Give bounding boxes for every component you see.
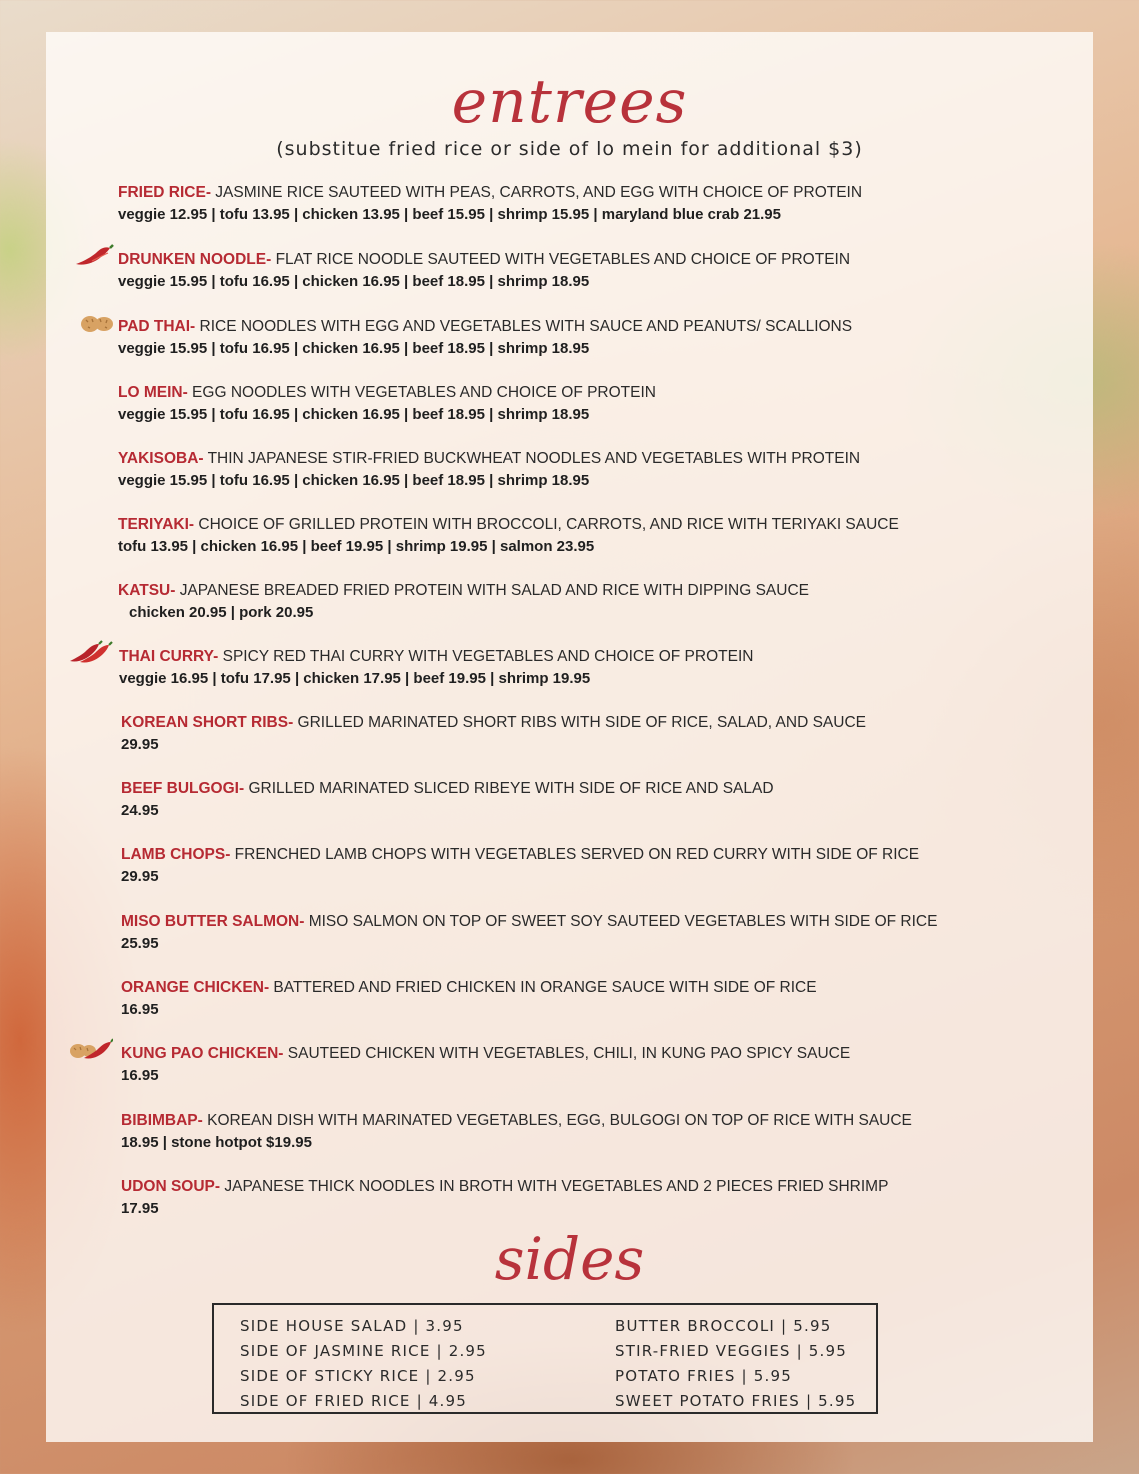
menu-item-description: JASMINE RICE SAUTEED WITH PEAS, CARROTS, AND EGG WITH CHOICE OF PROTEIN bbox=[211, 184, 863, 201]
menu-item-description: BATTERED AND FRIED CHICKEN IN ORANGE SAUCE WITH SIDE OF RICE bbox=[269, 979, 817, 996]
menu-item-prices: 16.95 bbox=[121, 1067, 159, 1084]
menu-item-prices: chicken 20.95 | pork 20.95 bbox=[129, 604, 314, 621]
menu-item-description: MISO SALMON ON TOP OF SWEET SOY SAUTEED VEGETABLES WITH SIDE OF RICE bbox=[304, 913, 938, 930]
menu-item-name: DRUNKEN NOODLE- bbox=[118, 251, 272, 268]
menu-item-prices: veggie 15.95 | tofu 16.95 | chicken 16.95 | beef 18.95 | shrimp 18.95 bbox=[118, 340, 590, 357]
sides-left-column bbox=[240, 1314, 487, 1414]
side-item: BUTTER BROCCOLI | 5.95 bbox=[615, 1317, 832, 1335]
menu-item bbox=[121, 911, 1139, 955]
menu-item-line bbox=[121, 977, 1139, 999]
entrees-header bbox=[46, 67, 1093, 160]
menu-item-description: SPICY RED THAI CURRY WITH VEGETABLES AND CHOICE OF PROTEIN bbox=[218, 648, 754, 665]
menu-item-name: PAD THAI- bbox=[118, 318, 196, 335]
menu-item-name: LO MEIN- bbox=[118, 384, 188, 401]
menu-item-name: BIBIMBAP- bbox=[121, 1112, 203, 1129]
menu-item-name: UDON SOUP- bbox=[121, 1178, 221, 1195]
menu-item-description: GRILLED MARINATED SLICED RIBEYE WITH SIDE OF RICE AND SALAD bbox=[244, 780, 774, 797]
side-item: SIDE OF FRIED RICE | 4.95 bbox=[240, 1392, 467, 1410]
menu-item bbox=[118, 182, 1138, 226]
menu-item-name: TERIYAKI- bbox=[118, 516, 195, 533]
menu-item-name: YAKISOBA- bbox=[118, 450, 204, 467]
peanut-icon bbox=[80, 313, 114, 340]
side-item: POTATO FRIES | 5.95 bbox=[615, 1367, 792, 1385]
menu-item-line bbox=[119, 646, 1139, 668]
menu-panel bbox=[46, 32, 1093, 1442]
menu-item-line bbox=[118, 382, 1138, 404]
menu-item-description: RICE NOODLES WITH EGG AND VEGETABLES WITH SAUCE AND PEANUTS/ SCALLIONS bbox=[195, 318, 853, 335]
menu-item bbox=[118, 316, 1138, 360]
menu-item-line bbox=[118, 249, 1138, 271]
menu-item bbox=[118, 580, 1138, 624]
menu-item-line bbox=[121, 778, 1139, 800]
menu-item-line bbox=[118, 316, 1138, 338]
menu-item-description: KOREAN DISH WITH MARINATED VEGETABLES, EGG, BULGOGI ON TOP OF RICE WITH SAUCE bbox=[202, 1112, 912, 1129]
peanut-chili-icon bbox=[69, 1038, 113, 1069]
side-item: STIR-FRIED VEGGIES | 5.95 bbox=[615, 1342, 848, 1360]
menu-item-name: BEEF BULGOGI- bbox=[121, 780, 245, 797]
menu-item-name: MISO BUTTER SALMON- bbox=[121, 913, 305, 930]
chili-pepper-icon bbox=[74, 243, 114, 274]
menu-item bbox=[118, 249, 1138, 293]
side-item: SWEET POTATO FRIES | 5.95 bbox=[615, 1392, 857, 1410]
menu-item bbox=[119, 646, 1139, 690]
menu-item bbox=[121, 712, 1139, 756]
menu-item bbox=[118, 514, 1138, 558]
menu-item-description: THIN JAPANESE STIR-FRIED BUCKWHEAT NOODLES AND VEGETABLES WITH PROTEIN bbox=[203, 450, 861, 467]
menu-item-line bbox=[121, 712, 1139, 734]
menu-item bbox=[121, 1110, 1139, 1154]
menu-item-name: KUNG PAO CHICKEN- bbox=[121, 1045, 284, 1062]
menu-item-description: FRENCHED LAMB CHOPS WITH VEGETABLES SERVED ON RED CURRY WITH SIDE OF RICE bbox=[230, 846, 920, 863]
side-item: SIDE OF JASMINE RICE | 2.95 bbox=[240, 1342, 487, 1360]
menu-item bbox=[118, 448, 1138, 492]
menu-item-line bbox=[118, 448, 1138, 470]
menu-item-description: JAPANESE THICK NOODLES IN BROTH WITH VEGETABLES AND 2 PIECES FRIED SHRIMP bbox=[220, 1178, 889, 1195]
menu-item-line bbox=[121, 1110, 1139, 1132]
menu-item bbox=[121, 1043, 1139, 1087]
menu-item-prices: veggie 12.95 | tofu 13.95 | chicken 13.95 | beef 15.95 | shrimp 15.95 | maryland blue crab 21.95 bbox=[118, 206, 781, 223]
menu-item-prices: 16.95 bbox=[121, 1001, 159, 1018]
menu-item-prices: 17.95 bbox=[121, 1200, 159, 1217]
menu-item-prices: 29.95 bbox=[121, 868, 159, 885]
side-item: SIDE HOUSE SALAD | 3.95 bbox=[240, 1317, 464, 1335]
menu-item-prices: veggie 16.95 | tofu 17.95 | chicken 17.95 | beef 19.95 | shrimp 19.95 bbox=[119, 670, 591, 687]
menu-item-prices: veggie 15.95 | tofu 16.95 | chicken 16.95 | beef 18.95 | shrimp 18.95 bbox=[118, 406, 590, 423]
menu-item-prices: 18.95 | stone hotpot $19.95 bbox=[121, 1134, 312, 1151]
sides-right-column bbox=[615, 1314, 856, 1414]
menu-item-description: FLAT RICE NOODLE SAUTEED WITH VEGETABLES AND CHOICE OF PROTEIN bbox=[271, 251, 851, 268]
entrees-subtitle: (substitue fried rice or side of lo mein for additional $3) bbox=[276, 138, 863, 160]
menu-item-description: CHOICE OF GRILLED PROTEIN WITH BROCCOLI, CARROTS, AND RICE WITH TERIYAKI SAUCE bbox=[194, 516, 899, 533]
menu-item-prices: 25.95 bbox=[121, 935, 159, 952]
menu-item-description: GRILLED MARINATED SHORT RIBS WITH SIDE OF RICE, SALAD, AND SAUCE bbox=[293, 714, 866, 731]
menu-item-line bbox=[118, 182, 1138, 204]
menu-item bbox=[121, 778, 1139, 822]
menu-item bbox=[121, 1176, 1139, 1220]
side-item: SIDE OF STICKY RICE | 2.95 bbox=[240, 1367, 476, 1385]
menu-item-line bbox=[121, 844, 1139, 866]
double-chili-icon bbox=[69, 640, 113, 671]
menu-item bbox=[121, 844, 1139, 888]
menu-item-description: EGG NOODLES WITH VEGETABLES AND CHOICE OF PROTEIN bbox=[187, 384, 656, 401]
menu-item-line bbox=[121, 1043, 1139, 1065]
menu-item bbox=[118, 382, 1138, 426]
menu-item-prices: veggie 15.95 | tofu 16.95 | chicken 16.95 | beef 18.95 | shrimp 18.95 bbox=[118, 472, 590, 489]
menu-item-line bbox=[121, 911, 1139, 933]
entrees-title: entrees bbox=[451, 67, 688, 137]
menu-item-name: KATSU- bbox=[118, 582, 176, 599]
menu-item-prices: veggie 15.95 | tofu 16.95 | chicken 16.95 | beef 18.95 | shrimp 18.95 bbox=[118, 273, 590, 290]
menu-item-name: LAMB CHOPS- bbox=[121, 846, 231, 863]
menu-item-prices: tofu 13.95 | chicken 16.95 | beef 19.95 | shrimp 19.95 | salmon 23.95 bbox=[118, 538, 595, 555]
menu-item-description: SAUTEED CHICKEN WITH VEGETABLES, CHILI, IN KUNG PAO SPICY SAUCE bbox=[283, 1045, 851, 1062]
sides-box bbox=[212, 1303, 878, 1414]
menu-item-line bbox=[118, 514, 1138, 536]
menu-item-name: THAI CURRY- bbox=[119, 648, 219, 665]
sides-title: sides bbox=[494, 1225, 645, 1293]
menu-item-name: FRIED RICE- bbox=[118, 184, 211, 201]
menu-item-line bbox=[118, 580, 1138, 602]
menu-item-line bbox=[121, 1176, 1139, 1198]
menu-item-description: JAPANESE BREADED FRIED PROTEIN WITH SALAD AND RICE WITH DIPPING SAUCE bbox=[175, 582, 809, 599]
menu-item-name: ORANGE CHICKEN- bbox=[121, 979, 270, 996]
menu-item bbox=[121, 977, 1139, 1021]
menu-item-name: KOREAN SHORT RIBS- bbox=[121, 714, 294, 731]
menu-item-prices: 29.95 bbox=[121, 736, 159, 753]
menu-item-prices: 24.95 bbox=[121, 802, 159, 819]
